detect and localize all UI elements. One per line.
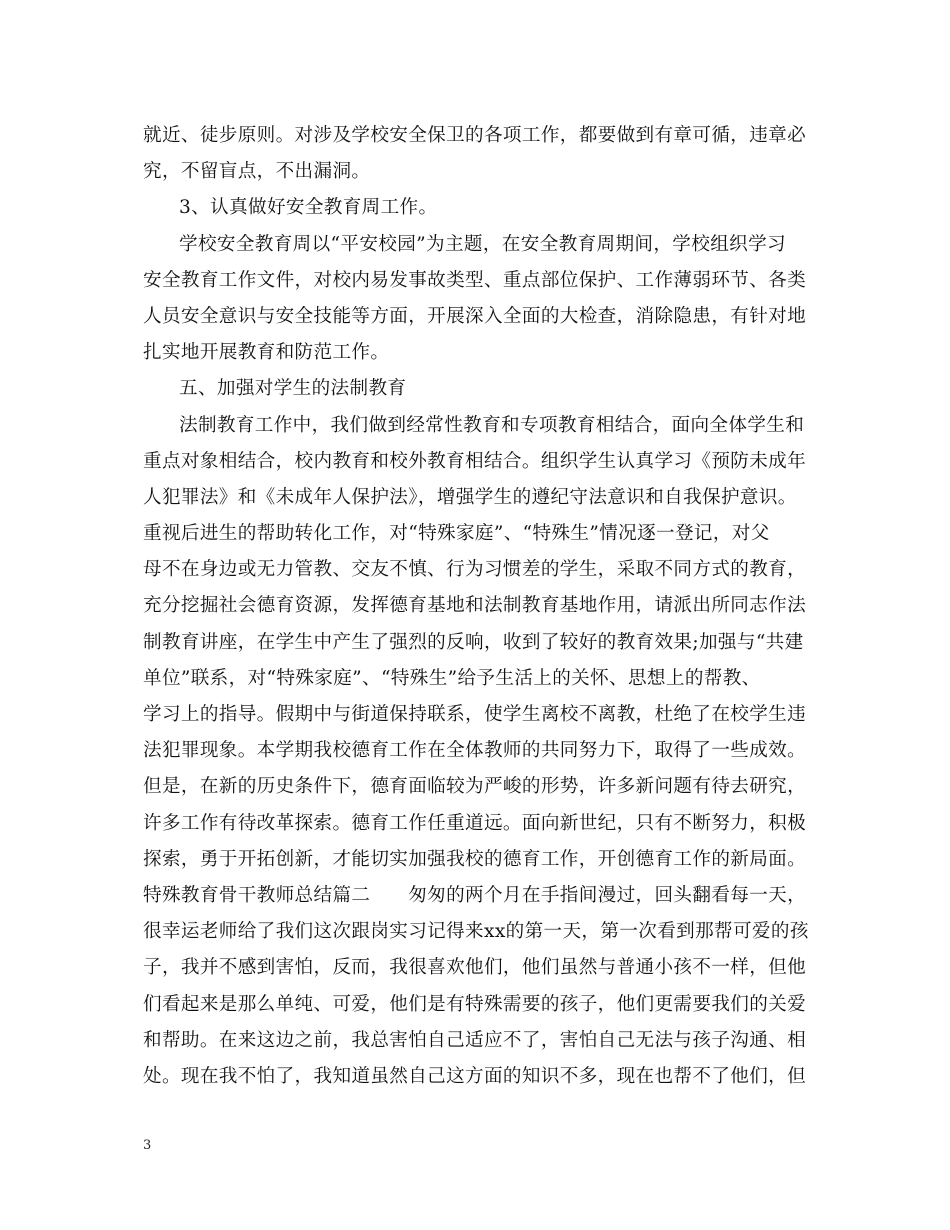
body-line: 重视后进生的帮助转化工作，对“特殊家庭”、“特殊生”情况逐一登记，对父 xyxy=(143,523,770,545)
body-line: 们看起来是那么单纯、可爱，他们是有特殊需要的孩子，他们更需要我们的关爱 xyxy=(143,993,807,1015)
document-body xyxy=(143,118,807,1095)
paragraph-start-line: 学校安全教育周以“平安校园”为主题，在安全教育周期间，学校组织学习 xyxy=(179,233,786,255)
body-line: 安全教育工作文件，对校内易发事故类型、重点部位保护、工作薄弱环节、各类 xyxy=(143,269,807,291)
body-line: 和帮助。在来这边之前，我总害怕自己适应不了，害怕自己无法与孩子沟通、相 xyxy=(143,1029,807,1051)
body-line: 母不在身边或无力管教、交友不慎、行为习惯差的学生，采取不同方式的教育， xyxy=(143,559,807,581)
body-line: 处。现在我不怕了，我知道虽然自己这方面的知识不多，现在也帮不了他们，但 xyxy=(143,1065,807,1087)
body-line: 人犯罪法》和《未成年人保护法》，增强学生的遵纪守法意识和自我保护意识。 xyxy=(143,486,797,508)
section-heading: 3、认真做好安全教育周工作。 xyxy=(179,197,438,219)
body-line: 人员安全意识与安全技能等方面，开展深入全面的大检查，消除隐患，有针对地 xyxy=(143,305,807,327)
paragraph-start-line: 法制教育工作中，我们做到经常性教育和专项教育相结合，面向全体学生和 xyxy=(179,414,805,436)
body-line: 就近、徒步原则。对涉及学校安全保卫的各项工作，都要做到有章可循，违章必 xyxy=(143,125,807,146)
body-line: 子，我并不感到害怕，反而，我很喜欢他们，他们虽然与普通小孩不一样，但他 xyxy=(143,957,807,979)
body-line: 探索，勇于开拓创新，才能切实加强我校的德育工作，开创德育工作的新局面。 xyxy=(143,848,807,870)
section-heading: 五、加强对学生的法制教育 xyxy=(179,378,407,400)
body-line: 制教育讲座，在学生中产生了强烈的反响，收到了较好的教育效果;加强与“共建 xyxy=(143,631,804,653)
body-line: 充分挖掘社会德育资源，发挥德育基地和法制教育基地作用，请派出所同志作法 xyxy=(143,595,807,617)
body-line: 重点对象相结合，校内教育和校外教育相结合。组织学生认真学习《预防未成年 xyxy=(143,450,807,472)
body-line: 但是，在新的历史条件下，德育面临较为严峻的形势，许多新问题有待去研究， xyxy=(143,776,807,798)
body-line: 学习上的指导。假期中与街道保持联系，使学生离校不离教，杜绝了在校学生违 xyxy=(143,704,807,725)
body-line: 扎实地开展教育和防范工作。 xyxy=(143,342,390,364)
page-number: 3 xyxy=(143,1138,152,1153)
body-line: 法犯罪现象。本学期我校德育工作在全体教师的共同努力下，取得了一些成效。 xyxy=(143,740,807,762)
body-line: 究，不留盲点，不出漏洞。 xyxy=(143,161,371,183)
body-line: 很幸运老师给了我们这次跟岗实习记得来xx的第一天，第一次看到那帮可爱的孩 xyxy=(143,921,809,943)
body-line: 特殊教育骨干教师总结篇二 匆匆的两个月在手指间漫过，回头翻看每一天， xyxy=(143,884,807,906)
body-line: 许多工作有待改革探索。德育工作任重道远。面向新世纪，只有不断努力，积极 xyxy=(143,812,807,834)
body-line: 单位”联系，对“特殊家庭”、“特殊生”给予生活上的关怀、思想上的帮教、 xyxy=(143,667,761,689)
